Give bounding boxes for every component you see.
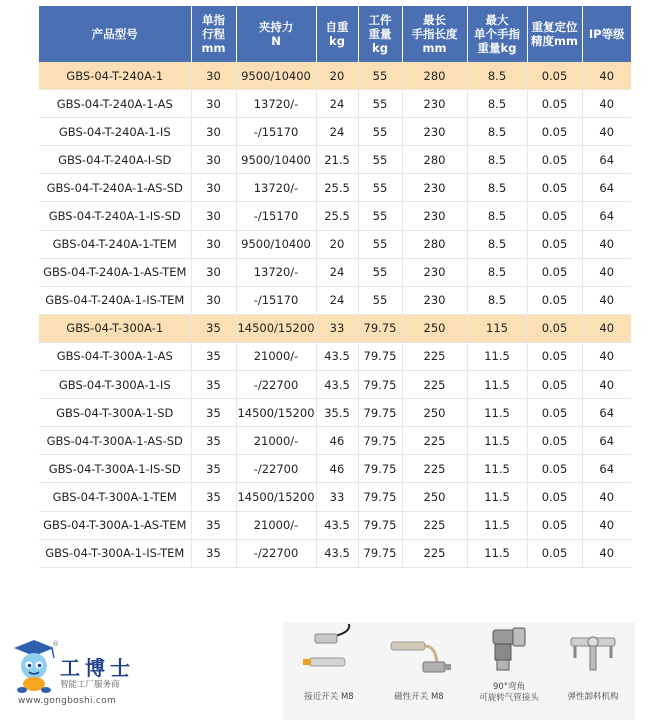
spec-cell: 14500/15200 xyxy=(236,483,316,511)
table-row xyxy=(39,455,631,483)
spec-cell: 280 xyxy=(402,62,467,90)
spec-cell: -/15170 xyxy=(236,202,316,230)
column-header: 最长 手指长度 mm xyxy=(402,6,467,62)
spec-cell: 30 xyxy=(191,62,236,90)
spec-cell: 0.05 xyxy=(527,427,582,455)
column-header: 工件 重量 kg xyxy=(358,6,402,62)
spec-cell: 9500/10400 xyxy=(236,62,316,90)
spec-cell: 33 xyxy=(316,483,358,511)
spec-cell: 64 xyxy=(582,399,631,427)
column-header: 夹持力 N xyxy=(236,6,316,62)
spec-cell: 230 xyxy=(402,90,467,118)
spec-cell: 8.5 xyxy=(467,174,527,202)
spec-cell: -/15170 xyxy=(236,286,316,314)
spec-cell: 20 xyxy=(316,62,358,90)
spec-cell: 35 xyxy=(191,455,236,483)
spec-cell: 225 xyxy=(402,455,467,483)
spec-cell: 43.5 xyxy=(316,371,358,399)
spec-cell: 35 xyxy=(191,342,236,370)
spec-cell: 11.5 xyxy=(467,427,527,455)
header-row xyxy=(39,6,631,62)
spec-cell: 24 xyxy=(316,258,358,286)
spec-cell: 0.05 xyxy=(527,62,582,90)
spec-cell: 79.75 xyxy=(358,427,402,455)
spec-cell: 250 xyxy=(402,483,467,511)
table-row xyxy=(39,230,631,258)
spec-cell: 46 xyxy=(316,455,358,483)
spec-cell: 11.5 xyxy=(467,539,527,567)
model-cell: GBS-04-T-300A-1-AS xyxy=(39,342,191,370)
accessory-ejector xyxy=(551,622,635,720)
spec-cell: 13720/- xyxy=(236,90,316,118)
spec-cell: 0.05 xyxy=(527,174,582,202)
spec-cell: 8.5 xyxy=(467,90,527,118)
table-row xyxy=(39,258,631,286)
spec-cell: 79.75 xyxy=(358,342,402,370)
spec-cell: 55 xyxy=(358,202,402,230)
spec-cell: 230 xyxy=(402,202,467,230)
footer xyxy=(0,612,669,722)
spec-cell: 35 xyxy=(191,399,236,427)
model-cell: GBS-04-T-240A-1-AS-TEM xyxy=(39,258,191,286)
spec-cell: 64 xyxy=(582,146,631,174)
table-row xyxy=(39,427,631,455)
spec-cell: 40 xyxy=(582,539,631,567)
spec-cell: 40 xyxy=(582,62,631,90)
spec-cell: 24 xyxy=(316,286,358,314)
spec-cell: 25.5 xyxy=(316,174,358,202)
company-url: www.gongboshi.com xyxy=(18,696,117,706)
spec-cell: 35 xyxy=(191,314,236,342)
model-cell: GBS-04-T-240A-1-AS-SD xyxy=(39,174,191,202)
column-header: 单指 行程 mm xyxy=(191,6,236,62)
spec-cell: 8.5 xyxy=(467,258,527,286)
spec-cell: 0.05 xyxy=(527,455,582,483)
spec-cell: 79.75 xyxy=(358,314,402,342)
spec-cell: 55 xyxy=(358,174,402,202)
spec-cell: 79.75 xyxy=(358,455,402,483)
spec-cell: 8.5 xyxy=(467,286,527,314)
spec-cell: 8.5 xyxy=(467,202,527,230)
spec-cell: 55 xyxy=(358,258,402,286)
spec-cell: 46 xyxy=(316,427,358,455)
spec-cell: 9500/10400 xyxy=(236,230,316,258)
column-header: 最大 单个手指 重量kg xyxy=(467,6,527,62)
model-cell: GBS-04-T-240A-1-IS-TEM xyxy=(39,286,191,314)
spec-cell: 79.75 xyxy=(358,539,402,567)
spec-cell: 250 xyxy=(402,314,467,342)
spec-cell: 225 xyxy=(402,427,467,455)
registered-mark: ® xyxy=(52,640,59,648)
table-row xyxy=(39,202,631,230)
spec-cell: 79.75 xyxy=(358,511,402,539)
table-row xyxy=(39,314,631,342)
spec-cell: 225 xyxy=(402,371,467,399)
table-row xyxy=(39,371,631,399)
company-slogan: 智能工厂服务商 xyxy=(60,680,120,690)
spec-cell: -/22700 xyxy=(236,539,316,567)
spec-cell: 21000/- xyxy=(236,511,316,539)
spec-cell: 0.05 xyxy=(527,230,582,258)
spec-cell: 11.5 xyxy=(467,483,527,511)
model-cell: GBS-04-T-240A-I-SD xyxy=(39,146,191,174)
spec-cell: 55 xyxy=(358,90,402,118)
spec-cell: 20 xyxy=(316,230,358,258)
model-cell: GBS-04-T-240A-1-AS xyxy=(39,90,191,118)
spec-cell: -/22700 xyxy=(236,371,316,399)
spec-cell: 8.5 xyxy=(467,230,527,258)
spec-cell: 43.5 xyxy=(316,342,358,370)
spec-cell: 8.5 xyxy=(467,118,527,146)
spec-cell: 30 xyxy=(191,258,236,286)
spec-cell: 0.05 xyxy=(527,314,582,342)
spec-cell: 11.5 xyxy=(467,342,527,370)
spec-cell: 55 xyxy=(358,230,402,258)
spec-cell: 35 xyxy=(191,483,236,511)
column-header: 重复定位 精度mm xyxy=(527,6,582,62)
spec-cell: 64 xyxy=(582,427,631,455)
spec-cell: 21000/- xyxy=(236,427,316,455)
spec-cell: 30 xyxy=(191,174,236,202)
spec-cell: 14500/15200 xyxy=(236,399,316,427)
table-row xyxy=(39,342,631,370)
table-row xyxy=(39,90,631,118)
spec-cell: 64 xyxy=(582,174,631,202)
magnetic-switch-icon xyxy=(379,622,459,692)
company-name: 工博士 xyxy=(60,656,135,680)
table-row xyxy=(39,399,631,427)
model-cell: GBS-04-T-300A-1-AS-SD xyxy=(39,427,191,455)
table-row xyxy=(39,286,631,314)
accessory-label: 90°弯角 可旋转气管接头 xyxy=(479,682,539,703)
spec-cell: 35 xyxy=(191,511,236,539)
table-row xyxy=(39,511,631,539)
spec-cell: 79.75 xyxy=(358,483,402,511)
spec-cell: 0.05 xyxy=(527,286,582,314)
model-cell: GBS-04-T-300A-1-AS-TEM xyxy=(39,511,191,539)
spec-cell: 40 xyxy=(582,314,631,342)
spec-cell: 35 xyxy=(191,539,236,567)
spec-cell: 30 xyxy=(191,286,236,314)
spec-cell: 11.5 xyxy=(467,399,527,427)
spec-cell: 0.05 xyxy=(527,483,582,511)
spec-cell: 11.5 xyxy=(467,371,527,399)
spec-cell: 0.05 xyxy=(527,118,582,146)
model-cell: GBS-04-T-300A-1-IS-SD xyxy=(39,455,191,483)
spec-cell: 14500/15200 xyxy=(236,314,316,342)
spec-cell: 40 xyxy=(582,286,631,314)
column-header: 自重 kg xyxy=(316,6,358,62)
spec-cell: 25.5 xyxy=(316,202,358,230)
table-row xyxy=(39,174,631,202)
spec-cell: 8.5 xyxy=(467,62,527,90)
spec-cell: 0.05 xyxy=(527,399,582,427)
model-cell: GBS-04-T-240A-1 xyxy=(39,62,191,90)
spec-cell: 9500/10400 xyxy=(236,146,316,174)
spec-cell: 35 xyxy=(191,371,236,399)
spec-cell: 40 xyxy=(582,342,631,370)
spec-cell: 35 xyxy=(191,427,236,455)
spec-cell: 280 xyxy=(402,230,467,258)
spec-cell: 0.05 xyxy=(527,539,582,567)
spec-cell: 280 xyxy=(402,146,467,174)
spec-cell: 11.5 xyxy=(467,511,527,539)
ejector-icon xyxy=(553,622,633,692)
spec-cell: 35.5 xyxy=(316,399,358,427)
spec-cell: 33 xyxy=(316,314,358,342)
spec-cell: 24 xyxy=(316,90,358,118)
model-cell: GBS-04-T-240A-1-IS xyxy=(39,118,191,146)
table-row xyxy=(39,539,631,567)
table-row xyxy=(39,146,631,174)
spec-cell: 43.5 xyxy=(316,511,358,539)
spec-cell: 230 xyxy=(402,118,467,146)
spec-cell: 79.75 xyxy=(358,371,402,399)
spec-cell: 55 xyxy=(358,62,402,90)
spec-table xyxy=(39,6,631,568)
spec-cell: 30 xyxy=(191,118,236,146)
spec-cell: 40 xyxy=(582,371,631,399)
spec-cell: 30 xyxy=(191,90,236,118)
proximity-switch-icon xyxy=(289,622,369,692)
spec-cell: 0.05 xyxy=(527,511,582,539)
spec-cell: 40 xyxy=(582,511,631,539)
spec-cell: 230 xyxy=(402,258,467,286)
spec-cell: 230 xyxy=(402,174,467,202)
model-cell: GBS-04-T-240A-1-TEM xyxy=(39,230,191,258)
spec-cell: 8.5 xyxy=(467,146,527,174)
table-body xyxy=(39,62,631,567)
spec-cell: 0.05 xyxy=(527,258,582,286)
spec-cell: 250 xyxy=(402,399,467,427)
company-logo xyxy=(8,638,178,708)
spec-cell: 30 xyxy=(191,230,236,258)
accessory-angled-fitting xyxy=(465,622,553,720)
spec-cell: 230 xyxy=(402,286,467,314)
spec-cell: 64 xyxy=(582,455,631,483)
table-row xyxy=(39,483,631,511)
spec-cell: 55 xyxy=(358,118,402,146)
spec-cell: 43.5 xyxy=(316,539,358,567)
spec-cell: 21.5 xyxy=(316,146,358,174)
spec-cell: 40 xyxy=(582,118,631,146)
spec-cell: 40 xyxy=(582,483,631,511)
accessory-panel xyxy=(283,622,635,720)
spec-cell: 79.75 xyxy=(358,399,402,427)
accessory-label: 磁性开关 M8 xyxy=(394,692,444,702)
column-header: 产品型号 xyxy=(39,6,191,62)
spec-cell: 40 xyxy=(582,90,631,118)
model-cell: GBS-04-T-300A-1-IS-TEM xyxy=(39,539,191,567)
spec-cell: 115 xyxy=(467,314,527,342)
model-cell: GBS-04-T-300A-1-IS xyxy=(39,371,191,399)
model-cell: GBS-04-T-300A-1 xyxy=(39,314,191,342)
spec-cell: 30 xyxy=(191,202,236,230)
spec-cell: 40 xyxy=(582,258,631,286)
model-cell: GBS-04-T-240A-1-IS-SD xyxy=(39,202,191,230)
spec-cell: 55 xyxy=(358,286,402,314)
spec-cell: 0.05 xyxy=(527,146,582,174)
column-header: IP等级 xyxy=(582,6,631,62)
model-cell: GBS-04-T-300A-1-TEM xyxy=(39,483,191,511)
spec-cell: 11.5 xyxy=(467,455,527,483)
accessory-magnetic-switch xyxy=(375,622,463,720)
spec-cell: 30 xyxy=(191,146,236,174)
model-cell: GBS-04-T-300A-1-SD xyxy=(39,399,191,427)
spec-cell: 40 xyxy=(582,230,631,258)
spec-cell: -/22700 xyxy=(236,455,316,483)
spec-cell: 225 xyxy=(402,342,467,370)
spec-cell: 225 xyxy=(402,511,467,539)
spec-cell: 0.05 xyxy=(527,90,582,118)
spec-cell: 13720/- xyxy=(236,174,316,202)
table-row xyxy=(39,62,631,90)
accessory-label: 接近开关 M8 xyxy=(304,692,354,702)
spec-cell: 0.05 xyxy=(527,202,582,230)
spec-cell: 55 xyxy=(358,146,402,174)
spec-cell: 64 xyxy=(582,202,631,230)
spec-cell: 24 xyxy=(316,118,358,146)
spec-cell: 13720/- xyxy=(236,258,316,286)
table-row xyxy=(39,118,631,146)
spec-cell: 225 xyxy=(402,539,467,567)
spec-cell: 0.05 xyxy=(527,342,582,370)
accessory-proximity-switch xyxy=(285,622,373,720)
accessory-label: 弹性卸料机构 xyxy=(567,692,619,702)
angled-fitting-icon xyxy=(469,622,549,682)
spec-cell: 0.05 xyxy=(527,371,582,399)
spec-cell: 21000/- xyxy=(236,342,316,370)
spec-cell: -/15170 xyxy=(236,118,316,146)
